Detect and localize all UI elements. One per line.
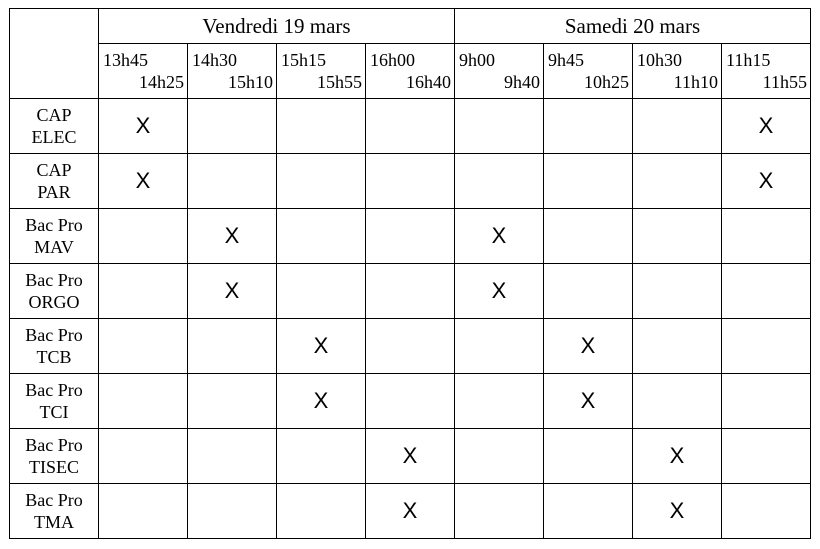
schedule-cell	[722, 374, 811, 429]
schedule-cell	[366, 374, 455, 429]
schedule-cell	[366, 264, 455, 319]
schedule-cell	[188, 374, 277, 429]
schedule-cell	[366, 319, 455, 374]
program-label	[10, 209, 99, 264]
program-label	[10, 264, 99, 319]
slot-start-time: 15h15	[281, 50, 326, 70]
slot-start-time: 10h30	[637, 50, 682, 70]
schedule-cell	[277, 99, 366, 154]
program-name: TMA	[34, 512, 74, 532]
schedule-cell: X	[277, 319, 366, 374]
schedule-cell	[366, 209, 455, 264]
schedule-cell: X	[633, 429, 722, 484]
slot-header	[277, 44, 366, 99]
schedule-cell	[544, 209, 633, 264]
program-label	[10, 319, 99, 374]
table-row	[10, 484, 811, 539]
program-type: Bac Pro	[25, 270, 83, 290]
slot-start-time: 13h45	[103, 50, 148, 70]
schedule-cell	[633, 154, 722, 209]
slot-header	[366, 44, 455, 99]
program-name: ELEC	[31, 127, 77, 147]
schedule-cell	[188, 484, 277, 539]
schedule-cell: X	[366, 484, 455, 539]
schedule-cell	[544, 484, 633, 539]
schedule-cell: X	[455, 264, 544, 319]
schedule-cell	[633, 209, 722, 264]
program-label	[10, 154, 99, 209]
schedule-cell	[188, 319, 277, 374]
slot-header	[544, 44, 633, 99]
schedule-cell: X	[188, 209, 277, 264]
program-type: CAP	[36, 160, 72, 180]
schedule-cell	[277, 429, 366, 484]
schedule-cell	[99, 319, 188, 374]
corner-cell	[10, 9, 99, 99]
schedule-cell: X	[366, 429, 455, 484]
table-row	[10, 429, 811, 484]
schedule-cell	[99, 429, 188, 484]
program-label	[10, 429, 99, 484]
schedule-table	[9, 8, 811, 539]
schedule-cell	[544, 429, 633, 484]
schedule-cell: X	[99, 154, 188, 209]
schedule-cell	[99, 209, 188, 264]
schedule-cell	[455, 319, 544, 374]
slot-header	[99, 44, 188, 99]
schedule-cell	[633, 374, 722, 429]
schedule-cell	[722, 484, 811, 539]
schedule-cell	[544, 154, 633, 209]
schedule-cell	[99, 484, 188, 539]
schedule-body	[10, 9, 811, 539]
program-name: ORGO	[28, 292, 80, 312]
schedule-cell: X	[188, 264, 277, 319]
schedule-cell	[366, 154, 455, 209]
slot-header	[633, 44, 722, 99]
program-label	[10, 484, 99, 539]
schedule-cell	[455, 374, 544, 429]
slot-end-time: 14h25	[139, 72, 184, 92]
slot-start-time: 14h30	[192, 50, 237, 70]
schedule-cell	[188, 99, 277, 154]
program-name: PAR	[37, 182, 71, 202]
slot-header	[188, 44, 277, 99]
schedule-cell	[366, 99, 455, 154]
program-name: TCB	[36, 347, 72, 367]
program-name: TCI	[39, 402, 69, 422]
schedule-cell	[277, 484, 366, 539]
schedule-cell: X	[544, 374, 633, 429]
schedule-cell	[633, 319, 722, 374]
table-row	[10, 374, 811, 429]
slot-header-row	[10, 44, 811, 99]
slot-end-time: 9h40	[504, 72, 540, 92]
day-header-row	[10, 9, 811, 44]
slot-end-time: 10h25	[584, 72, 629, 92]
program-type: Bac Pro	[25, 435, 83, 455]
table-row	[10, 209, 811, 264]
schedule-cell	[633, 264, 722, 319]
schedule-cell	[277, 154, 366, 209]
schedule-cell	[455, 99, 544, 154]
schedule-cell: X	[544, 319, 633, 374]
slot-end-time: 15h10	[228, 72, 273, 92]
day-header-friday: Vendredi 19 mars	[99, 9, 455, 44]
program-name: MAV	[34, 237, 74, 257]
program-type: CAP	[36, 105, 72, 125]
table-row	[10, 99, 811, 154]
slot-start-time: 11h15	[726, 50, 771, 70]
schedule-cell: X	[455, 209, 544, 264]
schedule-cell	[99, 374, 188, 429]
schedule-cell	[188, 154, 277, 209]
program-type: Bac Pro	[25, 325, 83, 345]
schedule-cell	[455, 484, 544, 539]
program-name: TISEC	[28, 457, 79, 477]
schedule-cell: X	[722, 154, 811, 209]
schedule-cell	[188, 429, 277, 484]
schedule-cell	[277, 209, 366, 264]
program-label	[10, 374, 99, 429]
schedule-cell	[544, 99, 633, 154]
table-row	[10, 154, 811, 209]
schedule-cell: X	[722, 99, 811, 154]
slot-end-time: 15h55	[317, 72, 362, 92]
program-label	[10, 99, 99, 154]
slot-start-time: 9h45	[548, 50, 584, 70]
program-type: Bac Pro	[25, 380, 83, 400]
slot-header	[455, 44, 544, 99]
table-row	[10, 319, 811, 374]
schedule-cell	[722, 209, 811, 264]
schedule-cell	[722, 319, 811, 374]
schedule-cell	[455, 154, 544, 209]
schedule-cell	[455, 429, 544, 484]
schedule-cell	[722, 429, 811, 484]
schedule-cell: X	[277, 374, 366, 429]
schedule-cell	[722, 264, 811, 319]
slot-header	[722, 44, 811, 99]
schedule-cell	[99, 264, 188, 319]
program-type: Bac Pro	[25, 215, 83, 235]
program-type: Bac Pro	[25, 490, 83, 510]
schedule-cell	[277, 264, 366, 319]
schedule-cell: X	[633, 484, 722, 539]
day-header-saturday: Samedi 20 mars	[455, 9, 811, 44]
slot-start-time: 9h00	[459, 50, 495, 70]
schedule-cell	[544, 264, 633, 319]
slot-end-time: 11h55	[762, 72, 807, 92]
schedule-cell: X	[99, 99, 188, 154]
schedule-cell	[633, 99, 722, 154]
slot-end-time: 16h40	[406, 72, 451, 92]
slot-start-time: 16h00	[370, 50, 415, 70]
table-row	[10, 264, 811, 319]
slot-end-time: 11h10	[673, 72, 718, 92]
